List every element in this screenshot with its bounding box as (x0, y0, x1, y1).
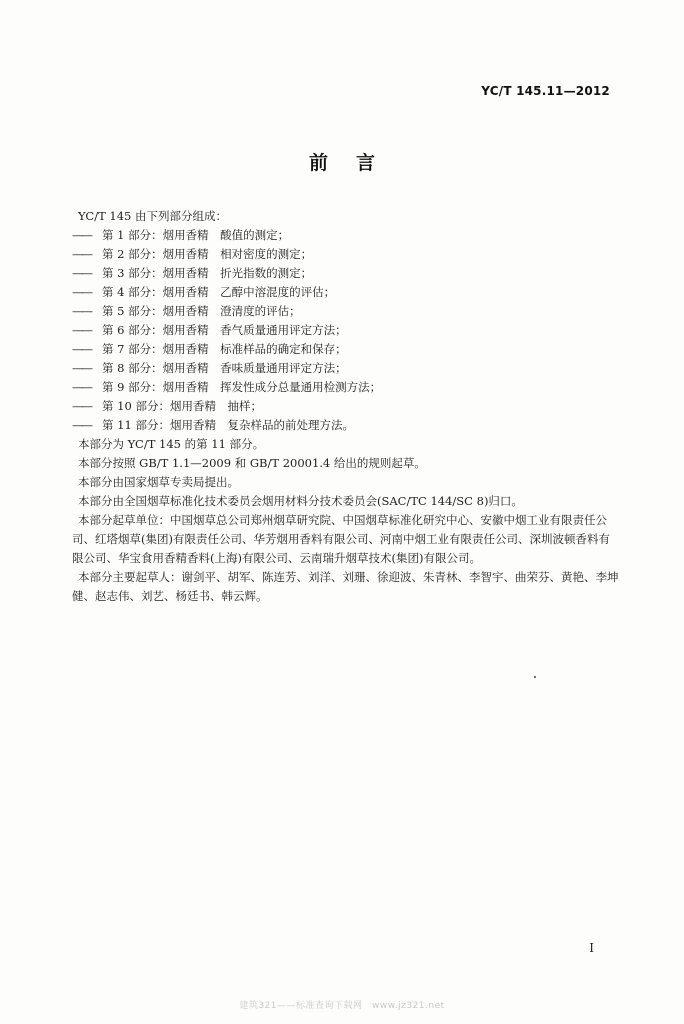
em-dash: —— (72, 323, 91, 337)
paragraph: 本部分为 YC/T 145 的第 11 部分。 (78, 437, 265, 451)
em-dash: —— (72, 285, 91, 299)
paragraph: 本部分起草单位：中国烟草总公司郑州烟草研究院、中国烟草标准化研究中心、安徽中烟工业有限责任公司、红塔烟草(集团)有限责任公司、华芳烟用香料有限公司、河南中烟工业有限责任公司、深圳波顿香料有限公司、华宝食用香精香料(上海)有限公司、云南瑞升烟草技术(集团)有限公司。 (72, 513, 610, 565)
em-dash: —— (72, 418, 91, 432)
part-item (72, 359, 620, 378)
part-item (72, 264, 620, 283)
em-dash: —— (72, 228, 91, 242)
part-item (72, 226, 620, 245)
standard-code: YC/T 145.11—2012 (481, 84, 610, 98)
em-dash: —— (72, 266, 91, 280)
paragraph: 本部分由全国烟草标准化技术委员会烟用材料分技术委员会(SAC/TC 144/SC 8)归口。 (78, 494, 523, 508)
watermark: 建筑321——标准查询下载网 www.jz321.net (239, 1001, 445, 1011)
part-text: 第 11 部分：烟用香精 复杂样品的前处理方法。 (102, 418, 354, 432)
em-dash: —— (72, 380, 91, 394)
part-text: 第 10 部分：烟用香精 抽样； (102, 399, 262, 413)
part-item (72, 397, 620, 416)
part-text: 第 3 部分：烟用香精 折光指数的测定； (102, 266, 313, 280)
page-number: I (589, 941, 594, 955)
paragraph: 本部分主要起草人：谢剑平、胡军、陈连芳、刘洋、刘珊、徐迎波、朱青林、李智宇、曲荣芬、黄艳、李坤健、赵志伟、刘艺、杨廷书、韩云辉。 (72, 570, 619, 603)
part-text: 第 2 部分：烟用香精 相对密度的测定； (102, 247, 313, 261)
part-text: 第 1 部分：烟用香精 酸值的测定； (102, 228, 290, 242)
em-dash: —— (72, 247, 91, 261)
part-item (72, 378, 620, 397)
part-text: 第 4 部分：烟用香精 乙醇中溶混度的评估； (102, 285, 336, 299)
part-text: 第 8 部分：烟用香精 香味质量通用评定方法； (102, 361, 347, 375)
em-dash: —— (72, 342, 91, 356)
em-dash: —— (72, 304, 91, 318)
foreword-body (72, 207, 620, 606)
part-text: 第 9 部分：烟用香精 挥发性成分总量通用检测方法； (102, 380, 382, 394)
paragraphs (72, 435, 620, 606)
em-dash: —— (72, 399, 91, 413)
paragraph: 本部分按照 GB/T 1.1—2009 和 GB/T 20001.4 给出的规则起草。 (78, 456, 426, 470)
parts-list (72, 226, 620, 435)
part-text: 第 5 部分：烟用香精 澄清度的评估； (102, 304, 301, 318)
part-item (72, 245, 620, 264)
paragraph: 本部分由国家烟草专卖局提出。 (78, 475, 239, 489)
scan-speck (534, 676, 536, 678)
part-item (72, 302, 620, 321)
part-text: 第 6 部分：烟用香精 香气质量通用评定方法； (102, 323, 347, 337)
part-item (72, 321, 620, 340)
part-item (72, 416, 620, 435)
part-item (72, 283, 620, 302)
part-item (72, 340, 620, 359)
part-text: 第 7 部分：烟用香精 标准样品的确定和保存； (102, 342, 347, 356)
parts-intro: YC/T 145 由下列部分组成： (78, 209, 227, 223)
page-title: 前言 (308, 152, 403, 174)
em-dash: —— (72, 361, 91, 375)
